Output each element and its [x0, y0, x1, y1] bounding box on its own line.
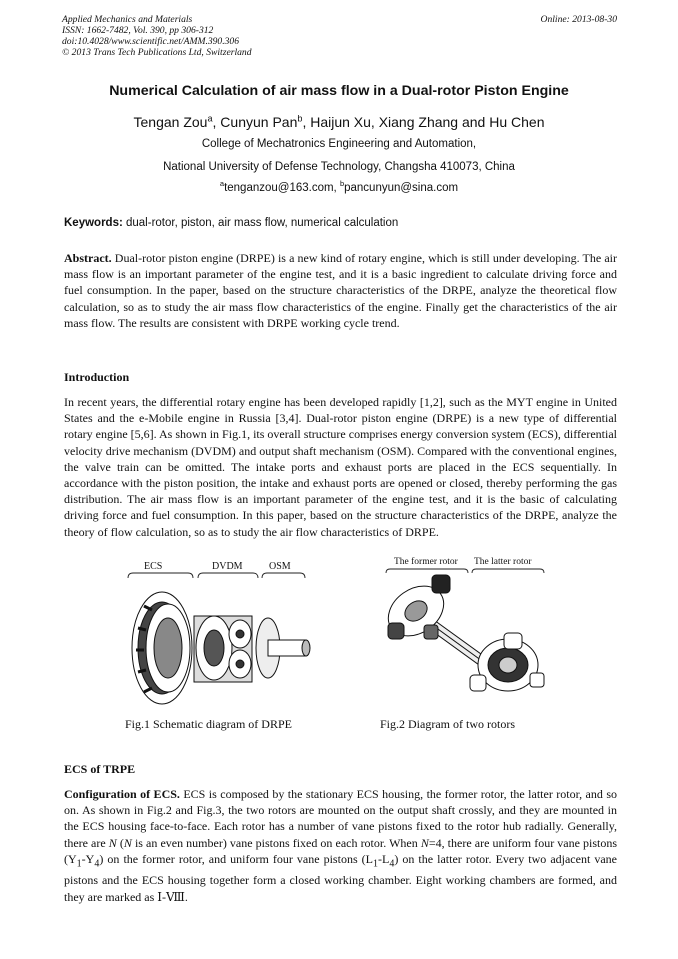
brace-former: [386, 569, 468, 573]
figure-1-drpe-schematic: [122, 558, 318, 710]
figure-2-rotors: [380, 553, 552, 705]
var-n-2: N: [123, 835, 132, 850]
ecs-section-heading: ECS of TRPE: [64, 762, 136, 776]
keywords: [64, 217, 398, 229]
config-text-5: -Y: [81, 851, 95, 866]
var-n-1: N: [108, 835, 117, 850]
introduction-text: In recent years, the differential rotary engine has been developed rapidly [1,2], such as the MYT engine in United States and the e-Mobile engine in Russia [3,4]. Dual-rotor piston engine (DRPE) is a new type of differential rotary engine [5,6]. As shown in Fig.1, its overall structure comprises energy conversion system (ECS), differential velocity drive mechanism (DVDM) and output shaft mechanism (OSM). Compared with the conventional engines, the valve train can be omitted. The intake ports and exhaust ports are placed in the ECS sequentially. In accordance with the piston position, the intake and exhaust ports are opened or closed, thereby performing the gas distribution. The air mass flow is an important parameter of the engine test, and it is the basic of calculating driving force and fuel consumption. In this paper, based on the structure characteristics of the DRPE, analyze the theory of flow calculation, so as to study the air flow characteristics of DRPE.: [64, 395, 617, 539]
affiliation-line-2: National University of Defense Technology, Changsha 410073, China: [163, 161, 515, 173]
config-text-8: ) on the latter rotor. Every two adjacent vane pistons and the ECS housing together form a closed working chamber. Eight working chambers are formed, and they are marked as Ⅰ-Ⅷ.: [64, 851, 617, 904]
label-ecs: ECS: [144, 561, 163, 572]
introduction-heading: Introduction: [64, 370, 130, 384]
paper-title: Numerical Calculation of air mass flow in a Dual-rotor Piston Engine: [109, 83, 569, 99]
journal-name: Applied Mechanics and Materials: [62, 14, 193, 25]
author-1-mark: a: [207, 113, 213, 124]
ecs-housing: [132, 592, 192, 704]
doi: doi:10.4028/www.scientific.net/AMM.390.306: [62, 36, 240, 47]
author-2-mark: b: [297, 113, 303, 124]
brace-dvdm: [198, 573, 258, 578]
copyright: © 2013 Trans Tech Publications Ltd, Switzerland: [62, 47, 252, 58]
configuration-label: Configuration of ECS.: [64, 787, 180, 801]
label-osm: OSM: [269, 561, 291, 572]
abstract-label: Abstract.: [64, 251, 112, 265]
author-list: [0, 114, 678, 130]
author-1: Tengan Zou: [133, 114, 208, 130]
latter-rotor: [470, 633, 544, 691]
var-n-3: N: [420, 835, 429, 850]
sub-l4: 4: [389, 858, 395, 870]
sub-l1: 1: [373, 858, 378, 870]
configuration-paragraph: [64, 786, 617, 905]
config-text-2: (: [116, 835, 124, 850]
brace-latter: [472, 569, 544, 573]
brace-osm: [262, 573, 305, 578]
sub-y4: 4: [94, 858, 100, 870]
author-2: , Cunyun Pan: [212, 114, 298, 130]
email-b-mark: b: [339, 179, 345, 189]
page-header: [62, 14, 617, 58]
affiliation-line-1: College of Mechatronics Engineering and Automation,: [201, 138, 477, 150]
online-date: Online: 2013-08-30: [540, 14, 617, 25]
abstract: [64, 250, 617, 331]
config-text-1: ECS is composed by the stationary ECS housing, the former rotor, the latter rotor, and so on. As shown in Fig.2 and Fig.3, the two rotors are mounted on the output shaft crossly, and they are mounted in the ECS housing face-to-face. Each rotor has a number of vane pistons fixed to the rotor hub radially. Generally, there are: [64, 787, 617, 850]
figure-2-caption: Fig.2 Diagram of two rotors: [380, 717, 515, 731]
sub-y1: 1: [76, 858, 82, 870]
email-a: tenganzou@163.com,: [224, 182, 340, 194]
brace-ecs: [128, 573, 193, 578]
config-text-4: =4, there are uniform four vane pistons (Y: [64, 835, 618, 866]
keywords-label: Keywords:: [64, 217, 123, 229]
other-authors: , Haijun Xu, Xiang Zhang and Hu Chen: [302, 114, 545, 130]
keywords-text: dual-rotor, piston, air mass flow, numerical calculation: [122, 217, 399, 229]
abstract-text: Dual-rotor piston engine (DRPE) is a new kind of rotary engine, which is still under developing. The air mass flow is an important parameter of the engine test, and it is a basic ingredient to calculate driving force and fuel consumption. In the paper, based on the structure characteristics of the DRPE, analyze the theoretical flow calculation, so as to study the air mass flow characteristics of the engine. Finally get the characteristics of the air mass flow. The results are consistent with DRPE working cycle trend.: [64, 251, 617, 330]
label-dvdm: DVDM: [212, 561, 243, 572]
issn: ISSN: 1662-7482, Vol. 390, pp 306-312: [62, 25, 214, 36]
config-text-6: ) on the former rotor, and uniform four vane pistons (L: [99, 851, 373, 866]
config-text-7: -L: [378, 851, 390, 866]
osm-shaft: [256, 618, 310, 678]
figure-1-caption: Fig.1 Schematic diagram of DRPE: [125, 717, 292, 731]
email-b: pancunyun@sina.com: [344, 182, 459, 194]
label-former-rotor: The former rotor: [394, 557, 458, 567]
label-latter-rotor: The latter rotor: [474, 557, 532, 567]
config-text-3: is an even number) vane pistons fixed on each rotor. When: [131, 835, 421, 850]
author-emails: [0, 179, 678, 194]
email-a-mark: a: [219, 179, 225, 189]
dvdm-gears: [194, 616, 252, 682]
